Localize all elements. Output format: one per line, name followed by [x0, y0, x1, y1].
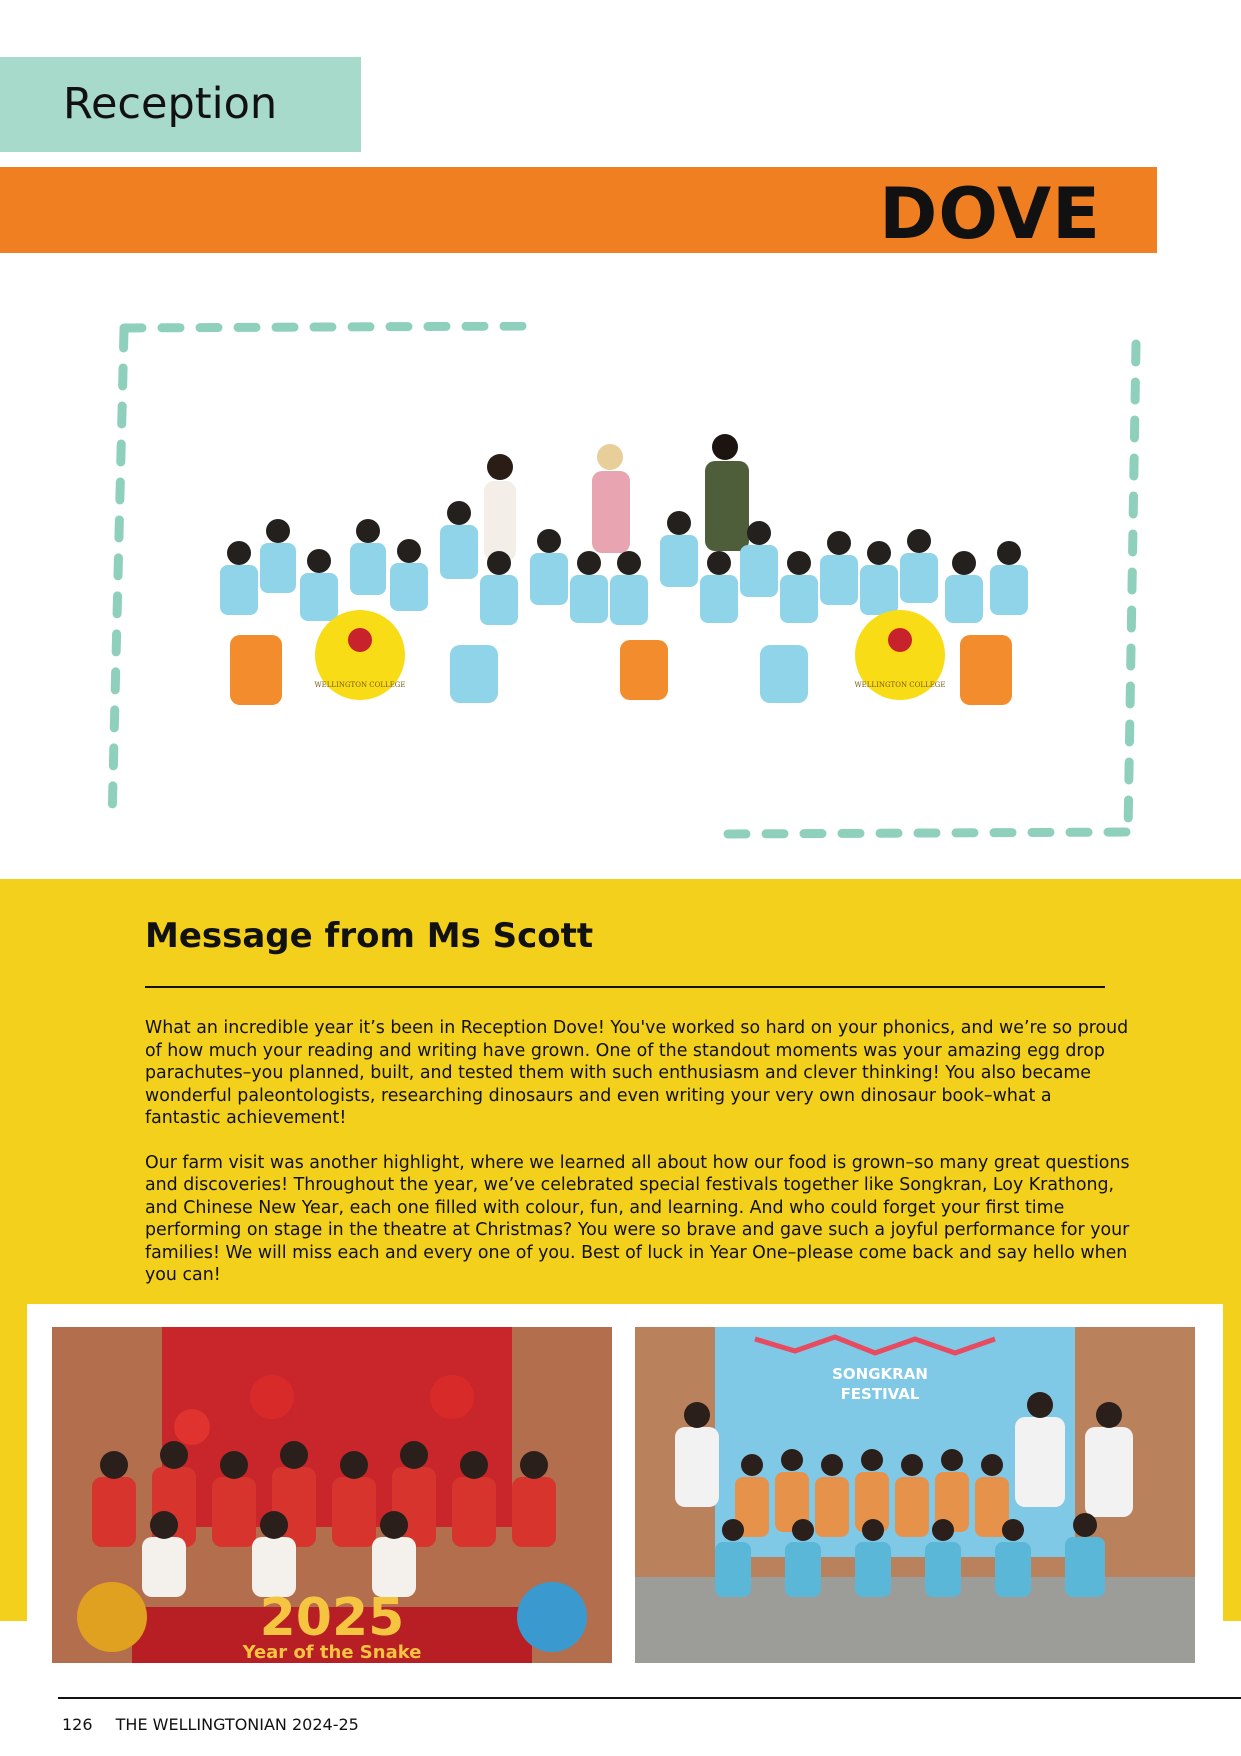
class-name: DOVE — [879, 173, 1101, 255]
title-divider — [145, 986, 1105, 988]
class-name-bar — [0, 167, 1157, 253]
page-footer — [62, 1715, 359, 1734]
photo-caption-text: Year of the Snake — [242, 1642, 422, 1663]
svg-text:WELLINGTON COLLEGE: WELLINGTON COLLEGE — [854, 681, 946, 689]
message-body — [145, 1017, 1130, 1309]
page-number: 126 — [62, 1715, 93, 1734]
class-group-photo — [200, 425, 1060, 745]
footer-divider — [58, 1697, 1241, 1699]
svg-text:WELLINGTON COLLEGE: WELLINGTON COLLEGE — [314, 681, 406, 689]
chinese-new-year-photo — [52, 1327, 612, 1663]
standing-staff — [484, 434, 749, 561]
photo-year-text: 2025 — [259, 1588, 405, 1648]
banner-line-2: FESTIVAL — [840, 1385, 920, 1403]
publication-title: THE WELLINGTONIAN 2024-25 — [115, 1715, 359, 1734]
message-paragraph: Our farm visit was another highlight, where we learned all about how our food is grown–so many great questions and discoveries! Throughout the year, we’ve celebrated special festivals together like Songkran, Loy Krathong, and Chinese New Year, each one filled with colour, fun, and learning. And who could forget your first time performing on stage in the theatre at Christmas? You were so brave and gave such a joyful performance for your families! We will miss each and every one of you. Best of luck in Year One–please come back and say hello when you can! — [145, 1152, 1130, 1285]
message-title: Message from Ms Scott — [145, 916, 594, 956]
section-tab — [0, 57, 361, 152]
section-label: Reception — [63, 79, 278, 129]
banner-line-1: SONGKRAN — [832, 1365, 928, 1383]
message-paragraph: What an incredible year it’s been in Reception Dove! You've worked so hard on your phonics, and we’re so proud of how much your reading and writing have grown. One of the standout moments was your amazing egg drop parachutes–you planned, built, and tested them with such enthusiasm and clever thinking! You also became wonderful paleontologists, researching dinosaurs and even writing your very own dinosaur book–what a fantastic achievement! — [145, 1018, 1129, 1128]
songkran-festival-photo — [635, 1327, 1195, 1663]
